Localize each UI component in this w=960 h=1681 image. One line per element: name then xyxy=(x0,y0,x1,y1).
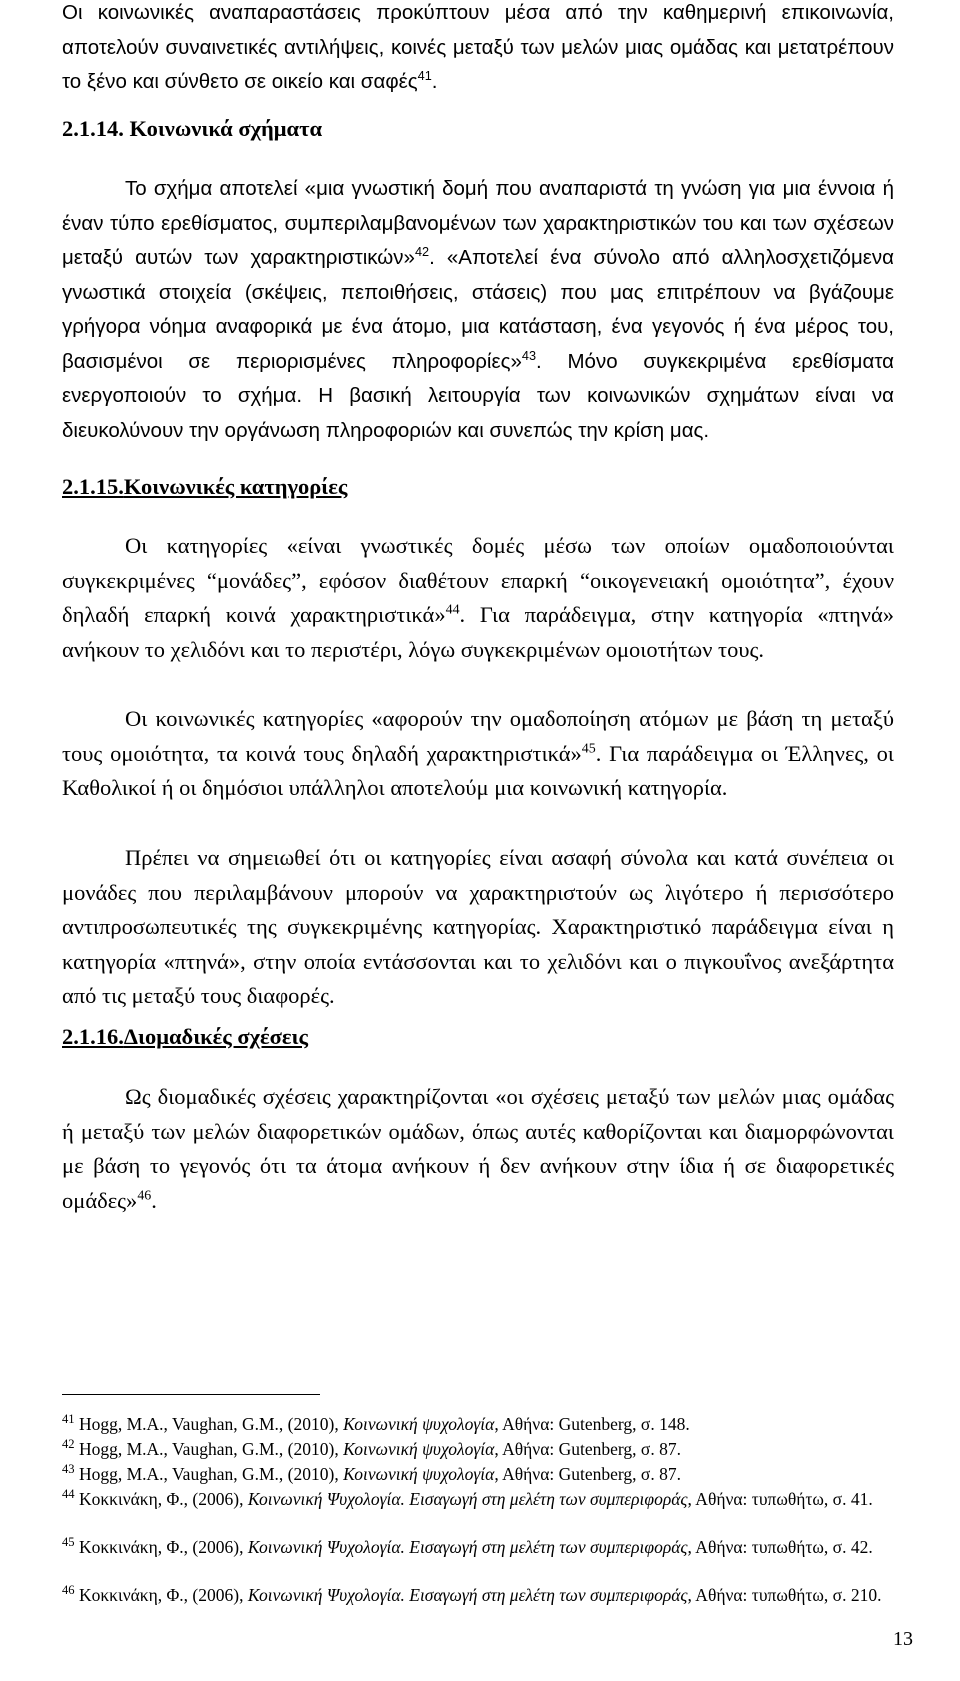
paragraph-text: . Για παράδειγμα, στην κατηγορία «πτηνά» ανήκουν το χελιδόνι και το περιστέρι, λόγω συγκεκριμένων ομοιοτήτων τους. xyxy=(62,602,894,662)
footnote-42 xyxy=(62,1437,902,1461)
footnote-number: 43 xyxy=(62,1462,75,1477)
footnote-title: Κοινωνική ψυχολογία xyxy=(343,1414,495,1434)
footnote-45 xyxy=(62,1535,902,1559)
footnote-details: , Αθήνα: Gutenberg, σ. 148. xyxy=(494,1414,690,1434)
footnote-author: Hogg, M.A., Vaughan, G.M., (2010), xyxy=(78,1464,344,1484)
footnote-ref[interactable]: 46 xyxy=(137,1188,152,1203)
section-heading-2-1-16 xyxy=(62,1022,308,1052)
footnote-ref[interactable]: 42 xyxy=(414,244,430,260)
section-15-paragraph-3 xyxy=(62,841,894,1014)
section-number: 2.1.15. xyxy=(62,474,124,499)
footnote-author: Κοκκινάκη, Φ., (2006), xyxy=(78,1537,248,1557)
footnote-title: Κοινωνική ψυχολογία xyxy=(343,1439,495,1459)
footnote-43 xyxy=(62,1462,902,1486)
section-number: 2.1.14. xyxy=(62,116,124,141)
footnote-number: 42 xyxy=(62,1437,75,1452)
paragraph-text: . xyxy=(431,70,438,93)
footnote-title: Κοινωνική Ψυχολογία. Εισαγωγή στη μελέτη των συμπεριφοράς xyxy=(247,1537,688,1557)
footnote-title: Κοινωνική Ψυχολογία. Εισαγωγή στη μελέτη των συμπεριφοράς xyxy=(247,1585,688,1605)
footnote-details: , Αθήνα: τυπωθήτω, σ. 42. xyxy=(687,1537,873,1557)
footnote-title: Κοινωνική Ψυχολογία. Εισαγωγή στη μελέτη των συμπεριφοράς xyxy=(247,1489,688,1509)
footnote-details: , Αθήνα: τυπωθήτω, σ. 210. xyxy=(687,1585,882,1605)
footnote-number: 41 xyxy=(62,1412,75,1427)
section-15-paragraph-1 xyxy=(62,529,894,667)
footnote-number: 44 xyxy=(62,1487,75,1502)
footnote-ref[interactable]: 44 xyxy=(445,602,460,618)
paragraph-text: . Μόνο συγκεκριμένα ερεθίσματα ενεργοποιούν το σχήμα. Η βασική λειτουργία των κοινωνικών σχημάτων είναι να διευκολύνουν την οργάνωση πληροφοριών και συνεπώς την κρίση μας. xyxy=(62,349,894,442)
footnote-author: Hogg, M.A., Vaughan, G.M., (2010), xyxy=(78,1439,344,1459)
footnote-author: Κοκκινάκη, Φ., (2006), xyxy=(78,1489,248,1509)
paragraph-text: . Για παράδειγμα οι Έλληνες, οι Καθολικοί ή οι δημόσιοι υπάλληλοι αποτελούμ μια κοινωνική κατηγορία. xyxy=(62,740,894,800)
footnote-details: , Αθήνα: τυπωθήτω, σ. 41. xyxy=(687,1489,873,1509)
intro-paragraph xyxy=(62,0,894,100)
section-number: 2.1.16. xyxy=(62,1024,124,1049)
section-14-paragraph xyxy=(62,172,894,448)
section-heading-2-1-14 xyxy=(62,114,322,144)
footnote-separator xyxy=(62,1394,320,1395)
footnote-ref[interactable]: 45 xyxy=(581,741,596,756)
footnote-41 xyxy=(62,1412,902,1436)
paragraph-text: Το σχήμα αποτελεί «μια γνωστική δομή που αναπαριστά τη γνώση για μια έννοια ή έναν τύπο ερεθίσματος, συμπεριλαμβανομένων των χαρακτηριστικών του και των σχέσεων μεταξύ αυτών των χαρακτηριστικών» xyxy=(62,177,894,269)
section-15-paragraph-2 xyxy=(62,702,894,806)
footnote-author: Κοκκινάκη, Φ., (2006), xyxy=(78,1585,248,1605)
paragraph-text: . «Αποτελεί ένα σύνολο από αλληλοσχετιζόμενα γνωστικά στοιχεία (σκέψεις, πεποιθήσεις, στάσεις) που μας επιτρέπουν να βγάζουμε γρήγορα νόημα αναφορικά με ένα άτομο, μια κατάσταση, ένα γεγονός ή ένα μέρος του, βασισμένοι σε περιορισμένες πληροφορίες» xyxy=(62,246,894,373)
footnote-44 xyxy=(62,1487,902,1511)
footnote-number: 45 xyxy=(62,1535,75,1550)
paragraph-text: Οι κατηγορίες «είναι γνωστικές δομές μέσω των οποίων ομαδοποιούνται συγκεκριμένες “μονάδες”, εφόσον διαθέτουν επαρκή “οικογενειακή ομοιότητα”, έχουν δηλαδή επαρκή κοινά χαρακτηριστικά» xyxy=(62,533,894,627)
section-title: Διομαδικές σχέσεις xyxy=(123,1024,308,1049)
paragraph-text: Πρέπει να σημειωθεί ότι οι κατηγορίες είναι ασαφή σύνολα και κατά συνέπεια οι μονάδες που περιλαμβάνουν μπορούν να χαρακτηριστούν ως λιγότερο ή περισσότερο αντιπροσωπευτικές της συγκεκριμένης κατηγορίας. Χαρακτηριστικό παράδειγμα είναι η κατηγορία «πτηνά», στην οποία εντάσσονται και το χελιδόνι και ο πιγκουΐνος ανεξάρτητα από τις μεταξύ τους διαφορές. xyxy=(62,845,894,1008)
paragraph-text: . xyxy=(151,1187,157,1213)
footnote-author: Hogg, M.A., Vaughan, G.M., (2010), xyxy=(78,1414,344,1434)
paragraph-text: Οι κοινωνικές κατηγορίες «αφορούν την ομαδοποίηση ατόμων με βάση τη μεταξύ τους ομοιότητα, τα κοινά τους δηλαδή χαρακτηριστικά» xyxy=(62,706,894,766)
footnote-number: 46 xyxy=(62,1583,75,1598)
page-number: 13 xyxy=(893,1628,913,1650)
footnote-title: Κοινωνική ψυχολογία xyxy=(343,1464,495,1484)
footnote-ref[interactable]: 43 xyxy=(521,347,537,363)
footnote-details: , Αθήνα: Gutenberg, σ. 87. xyxy=(494,1464,681,1484)
section-title: Κοινωνικά σχήματα xyxy=(129,116,323,141)
section-heading-2-1-15 xyxy=(62,472,347,502)
section-title: Κοινωνικές κατηγορίες xyxy=(123,474,348,499)
footnote-details: , Αθήνα: Gutenberg, σ. 87. xyxy=(494,1439,681,1459)
footnote-ref[interactable]: 41 xyxy=(417,68,432,84)
footnote-46 xyxy=(62,1583,902,1607)
paragraph-text: Οι κοινωνικές αναπαραστάσεις προκύπτουν μέσα από την καθημερινή επικοινωνία, αποτελούν συναινετικές αντιλήψεις, κοινές μεταξύ των μελών μιας ομάδας και μετατρέπουν το ξένο και σύνθετο σε οικείο και σαφές xyxy=(62,1,894,93)
paragraph-text: Ως διομαδικές σχέσεις χαρακτηρίζονται «οι σχέσεις μεταξύ των μελών μιας ομάδας ή μεταξύ των μελών διαφορετικών ομάδων, όπως αυτές καθορίζονται και διαμορφώνονται με βάση το γεγονός ότι τα άτομα ανήκουν ή δεν ανήκουν στην ίδια ή σε διαφορετικές ομάδες» xyxy=(62,1084,894,1213)
section-16-paragraph xyxy=(62,1080,894,1218)
